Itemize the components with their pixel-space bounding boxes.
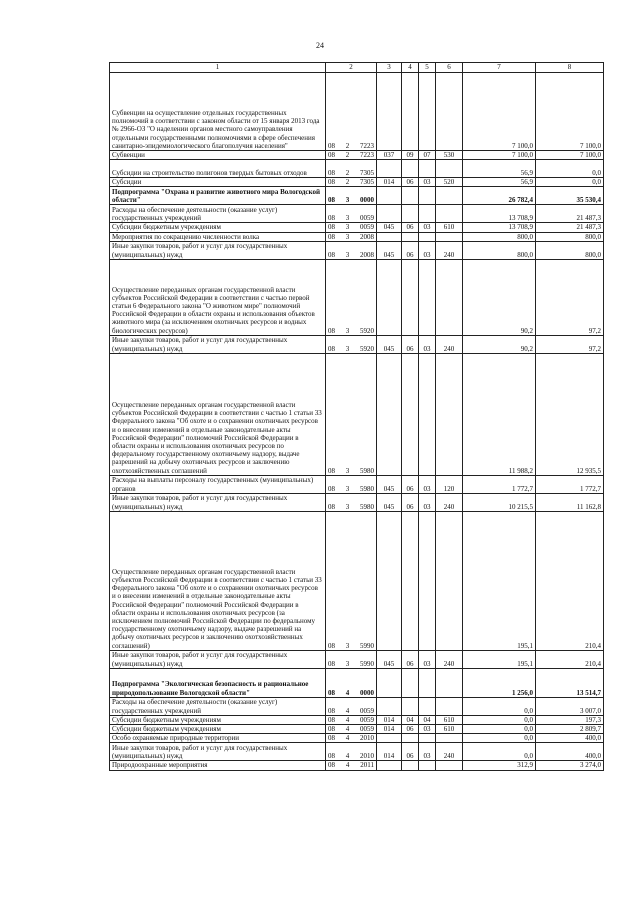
item-name: Субсидии бюджетным учреждениям xyxy=(110,223,326,232)
section-code: 06 xyxy=(402,493,419,511)
header-cell: 7 xyxy=(463,63,536,73)
expense-type-code xyxy=(436,761,463,770)
subsection-code xyxy=(419,187,436,205)
expense-type-code xyxy=(436,511,463,650)
section-code xyxy=(402,205,419,223)
section-code: 06 xyxy=(402,335,419,353)
page-number: 24 xyxy=(316,41,324,50)
table-row xyxy=(110,151,604,160)
code-part: 3 xyxy=(345,466,350,475)
code-part: 5980 xyxy=(360,466,374,475)
amount-col-8: 400,0 xyxy=(536,734,604,743)
code-part: 3 xyxy=(345,326,350,335)
code-part: 3 xyxy=(345,344,350,353)
ministry-code: 045 xyxy=(377,475,402,493)
section-code xyxy=(402,353,419,475)
subsection-code xyxy=(419,160,436,178)
code-part: 08 xyxy=(328,141,335,150)
code-part: 08 xyxy=(328,715,335,724)
program-code xyxy=(326,232,377,241)
subsection-code: 03 xyxy=(419,335,436,353)
expense-type-code xyxy=(436,734,463,743)
program-code xyxy=(326,151,377,160)
table-row xyxy=(110,734,604,743)
amount-col-7: 800,0 xyxy=(463,232,536,241)
item-name: Иные закупки товаров, работ и услуг для государственных (муниципальных) нужд xyxy=(110,493,326,511)
expense-type-code: 610 xyxy=(436,725,463,734)
code-part: 7223 xyxy=(360,141,374,150)
item-name: Субсидии xyxy=(110,178,326,187)
subsection-code xyxy=(419,734,436,743)
amount-col-8: 35 530,4 xyxy=(536,187,604,205)
amount-col-7: 10 215,5 xyxy=(463,493,536,511)
section-code xyxy=(402,761,419,770)
header-cell: 3 xyxy=(377,63,402,73)
code-part: 08 xyxy=(328,641,335,650)
code-part: 4 xyxy=(345,752,350,761)
section-code xyxy=(402,511,419,650)
program-code xyxy=(326,223,377,232)
code-part: 08 xyxy=(328,169,335,177)
program-code xyxy=(326,734,377,743)
amount-col-8: 197,3 xyxy=(536,715,604,724)
amount-col-8: 97,2 xyxy=(536,259,604,335)
header-cell: 1 xyxy=(110,63,326,73)
table-row xyxy=(110,697,604,715)
code-part: 08 xyxy=(328,466,335,475)
code-part: 0059 xyxy=(360,223,374,232)
amount-col-8: 3 007,0 xyxy=(536,697,604,715)
amount-col-8: 7 100,0 xyxy=(536,151,604,160)
table-row xyxy=(110,232,604,241)
item-name: Осуществление переданных органам государственной власти субъектов Российской Федерации в соответствии с частью 1 статьи 33 Федерального закона "Об охоте и о сохранении охотничьих ресурсов и о внесении изменений в отдельные законодательные акты Российской Федерации" полномочий Российской Федерации в области охраны и использования охотничьих ресурсов по федеральному государственному охотничьему надзору, выдаче разрешений на добычу охотничьих ресурсов и заключению охотхозяйственных соглашений xyxy=(110,353,326,475)
section-code xyxy=(402,259,419,335)
expense-type-code xyxy=(436,187,463,205)
code-part: 08 xyxy=(328,761,335,770)
code-part: 2 xyxy=(345,169,350,177)
code-part: 4 xyxy=(345,725,350,734)
ministry-code: 014 xyxy=(377,178,402,187)
code-part: 2 xyxy=(345,178,350,187)
code-part: 08 xyxy=(328,659,335,668)
item-name: Иные закупки товаров, работ и услуг для государственных (муниципальных) нужд xyxy=(110,335,326,353)
amount-col-8: 800,0 xyxy=(536,232,604,241)
code-part: 2008 xyxy=(360,232,374,241)
amount-col-7: 1 772,7 xyxy=(463,475,536,493)
subsection-code: 03 xyxy=(419,178,436,187)
amount-col-7: 0,0 xyxy=(463,697,536,715)
section-code: 06 xyxy=(402,650,419,668)
program-code xyxy=(326,353,377,475)
table-row xyxy=(110,725,604,734)
expense-type-code: 240 xyxy=(436,650,463,668)
program-code xyxy=(326,241,377,259)
amount-col-7: 7 100,0 xyxy=(463,73,536,151)
code-part: 2 xyxy=(345,141,350,150)
subsection-code xyxy=(419,259,436,335)
ministry-code xyxy=(377,697,402,715)
program-code xyxy=(326,761,377,770)
code-part: 3 xyxy=(345,214,350,223)
table-row xyxy=(110,205,604,223)
section-code xyxy=(402,668,419,697)
code-part: 5980 xyxy=(360,502,374,511)
ministry-code: 045 xyxy=(377,650,402,668)
ministry-code xyxy=(377,160,402,178)
table-row xyxy=(110,475,604,493)
amount-col-7: 312,9 xyxy=(463,761,536,770)
section-code xyxy=(402,160,419,178)
amount-col-7: 0,0 xyxy=(463,743,536,761)
program-code xyxy=(326,187,377,205)
ministry-code xyxy=(377,73,402,151)
amount-col-7: 90,2 xyxy=(463,335,536,353)
code-part: 0059 xyxy=(360,706,374,715)
subsection-code: 03 xyxy=(419,241,436,259)
expense-type-code: 240 xyxy=(436,743,463,761)
subsection-code: 03 xyxy=(419,475,436,493)
subsection-code xyxy=(419,353,436,475)
code-part: 3 xyxy=(345,502,350,511)
expense-type-code: 120 xyxy=(436,475,463,493)
expense-type-code: 610 xyxy=(436,715,463,724)
section-code: 06 xyxy=(402,223,419,232)
expense-type-code: 240 xyxy=(436,335,463,353)
table-row xyxy=(110,743,604,761)
code-part: 08 xyxy=(328,752,335,761)
table-row xyxy=(110,241,604,259)
item-name: Субсидии бюджетным учреждениям xyxy=(110,725,326,734)
code-part: 08 xyxy=(328,223,335,232)
budget-table xyxy=(109,62,604,771)
subsection-code xyxy=(419,73,436,151)
expense-type-code xyxy=(436,259,463,335)
subsection-code xyxy=(419,205,436,223)
expense-type-code xyxy=(436,160,463,178)
table-row xyxy=(110,353,604,475)
header-cell: 4 xyxy=(402,63,419,73)
program-code xyxy=(326,335,377,353)
amount-col-7: 13 708,9 xyxy=(463,223,536,232)
amount-col-7: 1 256,0 xyxy=(463,668,536,697)
item-name: Иные закупки товаров, работ и услуг для государственных (муниципальных) нужд xyxy=(110,650,326,668)
code-part: 2 xyxy=(345,151,350,159)
code-part: 5990 xyxy=(360,641,374,650)
expense-type-code: 240 xyxy=(436,241,463,259)
code-part: 08 xyxy=(328,326,335,335)
code-part: 5920 xyxy=(360,344,374,353)
section-code: 06 xyxy=(402,241,419,259)
code-part: 08 xyxy=(328,725,335,734)
amount-col-8: 1 772,7 xyxy=(536,475,604,493)
ministry-code xyxy=(377,353,402,475)
amount-col-8: 11 162,8 xyxy=(536,493,604,511)
item-name: Расходы на обеспечение деятельности (оказание услуг) государственных учреждений xyxy=(110,697,326,715)
amount-col-7: 56,9 xyxy=(463,178,536,187)
ministry-code: 045 xyxy=(377,335,402,353)
amount-col-7: 56,9 xyxy=(463,160,536,178)
amount-col-8: 3 274,0 xyxy=(536,761,604,770)
code-part: 4 xyxy=(345,688,350,697)
table-row xyxy=(110,715,604,724)
ministry-code: 045 xyxy=(377,241,402,259)
code-part: 08 xyxy=(328,688,335,697)
code-part: 08 xyxy=(328,484,335,493)
code-part: 5990 xyxy=(360,659,374,668)
amount-col-8: 21 487,3 xyxy=(536,223,604,232)
amount-col-8: 210,4 xyxy=(536,511,604,650)
item-name: Субсидии на строительство полигонов твердых бытовых отходов xyxy=(110,160,326,178)
program-code xyxy=(326,668,377,697)
header-cell: 8 xyxy=(536,63,604,73)
code-part: 4 xyxy=(345,715,350,724)
amount-col-8: 2 809,7 xyxy=(536,725,604,734)
amount-col-7: 90,2 xyxy=(463,259,536,335)
table-row xyxy=(110,73,604,151)
program-code xyxy=(326,511,377,650)
amount-col-7: 13 708,9 xyxy=(463,205,536,223)
table-row xyxy=(110,668,604,697)
section-code: 04 xyxy=(402,715,419,724)
ministry-code: 014 xyxy=(377,715,402,724)
amount-col-7: 195,1 xyxy=(463,650,536,668)
ministry-code xyxy=(377,259,402,335)
code-part: 2010 xyxy=(360,752,374,761)
program-code xyxy=(326,743,377,761)
code-part: 3 xyxy=(345,659,350,668)
code-part: 08 xyxy=(328,706,335,715)
header-cell: 6 xyxy=(436,63,463,73)
amount-col-8: 21 487,3 xyxy=(536,205,604,223)
code-part: 4 xyxy=(345,706,350,715)
item-name: Иные закупки товаров, работ и услуг для государственных (муниципальных) нужд xyxy=(110,241,326,259)
item-name: Иные закупки товаров, работ и услуг для государственных (муниципальных) нужд xyxy=(110,743,326,761)
program-code xyxy=(326,73,377,151)
table-row xyxy=(110,259,604,335)
item-name: Особо охраняемые природные территории xyxy=(110,734,326,743)
item-name: Осуществление переданных органам государственной власти субъектов Российской Федерации в соответствии с частью первой статьи 6 Федерального закона "О животном мире" полномочий Российской Федерации в области охраны и использования объектов животного мира (за исключением охотничьих ресурсов и водных биологических ресурсов) xyxy=(110,259,326,335)
subsection-code: 04 xyxy=(419,715,436,724)
amount-col-8: 400,0 xyxy=(536,743,604,761)
program-code xyxy=(326,725,377,734)
table-row xyxy=(110,187,604,205)
amount-col-8: 7 100,0 xyxy=(536,73,604,151)
program-code xyxy=(326,259,377,335)
code-part: 2011 xyxy=(360,761,374,770)
amount-col-8: 0,0 xyxy=(536,160,604,178)
ministry-code: 037 xyxy=(377,151,402,160)
expense-type-code xyxy=(436,353,463,475)
code-part: 4 xyxy=(345,734,350,743)
subsection-code: 03 xyxy=(419,223,436,232)
table-row xyxy=(110,650,604,668)
section-code xyxy=(402,187,419,205)
expense-type-code xyxy=(436,697,463,715)
code-part: 0059 xyxy=(360,214,374,223)
subsection-code: 03 xyxy=(419,743,436,761)
section-code xyxy=(402,73,419,151)
subsection-code: 03 xyxy=(419,493,436,511)
code-part: 08 xyxy=(328,344,335,353)
code-part: 5920 xyxy=(360,326,374,335)
program-code xyxy=(326,178,377,187)
item-name: Субвенции xyxy=(110,151,326,160)
code-part: 2008 xyxy=(360,250,374,259)
amount-col-8: 210,4 xyxy=(536,650,604,668)
amount-col-7: 7 100,0 xyxy=(463,151,536,160)
code-part: 7223 xyxy=(360,151,374,159)
amount-col-8: 12 935,5 xyxy=(536,353,604,475)
amount-col-7: 800,0 xyxy=(463,241,536,259)
program-code xyxy=(326,697,377,715)
item-name: Расходы на выплаты персоналу государственных (муниципальных) органов xyxy=(110,475,326,493)
item-name: Субсидии бюджетным учреждениям xyxy=(110,715,326,724)
program-code xyxy=(326,205,377,223)
code-part: 08 xyxy=(328,151,335,159)
expense-type-code: 530 xyxy=(436,151,463,160)
code-part: 7305 xyxy=(360,178,374,187)
item-name: Субвенции на осуществление отдельных государственных полномочий в соответствии с законом области от 15 января 2013 года № 2966-ОЗ "О наделении органов местного самоуправления отдельными государственными полномочиями в сфере обеспечения санитарно-эпидемиологического благополучия населения" xyxy=(110,73,326,151)
subsection-code: 03 xyxy=(419,650,436,668)
program-code xyxy=(326,493,377,511)
amount-col-7: 195,1 xyxy=(463,511,536,650)
ministry-code xyxy=(377,232,402,241)
amount-col-7: 26 782,4 xyxy=(463,187,536,205)
amount-col-8: 13 514,7 xyxy=(536,668,604,697)
code-part: 3 xyxy=(345,250,350,259)
code-part: 08 xyxy=(328,232,335,241)
subsection-code: 03 xyxy=(419,725,436,734)
expense-type-code xyxy=(436,73,463,151)
program-code xyxy=(326,160,377,178)
ministry-code xyxy=(377,205,402,223)
code-part: 3 xyxy=(345,641,350,650)
header-cell: 2 xyxy=(326,63,377,73)
code-part: 08 xyxy=(328,502,335,511)
code-part: 08 xyxy=(328,250,335,259)
item-name: Мероприятия по сокращению численности волка xyxy=(110,232,326,241)
section-code xyxy=(402,697,419,715)
section-code: 09 xyxy=(402,151,419,160)
table-row xyxy=(110,335,604,353)
expense-type-code xyxy=(436,205,463,223)
code-part: 0059 xyxy=(360,725,374,734)
header-row xyxy=(110,63,604,73)
item-name: Осуществление переданных органам государственной власти субъектов Российской Федерации в соответствии с частью 1 статьи 33 Федерального закона "Об охоте и о сохранении охотничьих ресурсов и о внесении изменений в отдельные законодательные акты Российской Федерации" полномочий Российской Федерации в области охраны и использования охотничьих ресурсов (за исключением полномочий Российской Федерации по федеральному государственному охотничьему надзору, выдаче разрешений на добычу охотничьих ресурсов и заключению охотхозяйственных соглашений) xyxy=(110,511,326,650)
expense-type-code xyxy=(436,668,463,697)
code-part: 0000 xyxy=(360,196,374,205)
table-row xyxy=(110,223,604,232)
code-part: 7305 xyxy=(360,169,374,177)
table-row xyxy=(110,511,604,650)
expense-type-code: 240 xyxy=(436,493,463,511)
ministry-code: 045 xyxy=(377,223,402,232)
section-code xyxy=(402,232,419,241)
program-code xyxy=(326,650,377,668)
item-name: Подпрограмма "Экологическая безопасность и рациональное природопользование Вологодской области" xyxy=(110,668,326,697)
item-name: Подпрограмма "Охрана и развитие животного мира Вологодской области" xyxy=(110,187,326,205)
item-name: Расходы на обеспечение деятельности (оказание услуг) государственных учреждений xyxy=(110,205,326,223)
ministry-code: 014 xyxy=(377,725,402,734)
code-part: 08 xyxy=(328,196,335,205)
amount-col-8: 800,0 xyxy=(536,241,604,259)
expense-type-code xyxy=(436,232,463,241)
expense-type-code: 520 xyxy=(436,178,463,187)
subsection-code xyxy=(419,761,436,770)
code-part: 3 xyxy=(345,484,350,493)
subsection-code xyxy=(419,232,436,241)
ministry-code xyxy=(377,511,402,650)
code-part: 5980 xyxy=(360,484,374,493)
program-code xyxy=(326,715,377,724)
subsection-code xyxy=(419,511,436,650)
section-code: 06 xyxy=(402,178,419,187)
subsection-code: 07 xyxy=(419,151,436,160)
expense-type-code: 610 xyxy=(436,223,463,232)
program-code xyxy=(326,475,377,493)
amount-col-8: 0,0 xyxy=(536,178,604,187)
header-cell: 5 xyxy=(419,63,436,73)
code-part: 08 xyxy=(328,178,335,187)
amount-col-7: 0,0 xyxy=(463,734,536,743)
code-part: 4 xyxy=(345,761,350,770)
code-part: 08 xyxy=(328,734,335,743)
code-part: 3 xyxy=(345,223,350,232)
ministry-code: 014 xyxy=(377,743,402,761)
amount-col-7: 0,0 xyxy=(463,715,536,724)
ministry-code xyxy=(377,761,402,770)
code-part: 3 xyxy=(345,196,350,205)
table-row xyxy=(110,761,604,770)
code-part: 0059 xyxy=(360,715,374,724)
section-code: 06 xyxy=(402,725,419,734)
ministry-code: 045 xyxy=(377,493,402,511)
subsection-code xyxy=(419,668,436,697)
section-code xyxy=(402,734,419,743)
ministry-code xyxy=(377,187,402,205)
code-part: 3 xyxy=(345,232,350,241)
section-code: 06 xyxy=(402,475,419,493)
amount-col-7: 11 988,2 xyxy=(463,353,536,475)
table-row xyxy=(110,493,604,511)
subsection-code xyxy=(419,697,436,715)
table-row xyxy=(110,178,604,187)
amount-col-8: 97,2 xyxy=(536,335,604,353)
ministry-code xyxy=(377,668,402,697)
code-part: 2010 xyxy=(360,734,374,743)
item-name: Природоохранные мероприятия xyxy=(110,761,326,770)
section-code: 06 xyxy=(402,743,419,761)
code-part: 0000 xyxy=(360,688,374,697)
amount-col-7: 0,0 xyxy=(463,725,536,734)
table-row xyxy=(110,160,604,178)
ministry-code xyxy=(377,734,402,743)
code-part: 08 xyxy=(328,214,335,223)
